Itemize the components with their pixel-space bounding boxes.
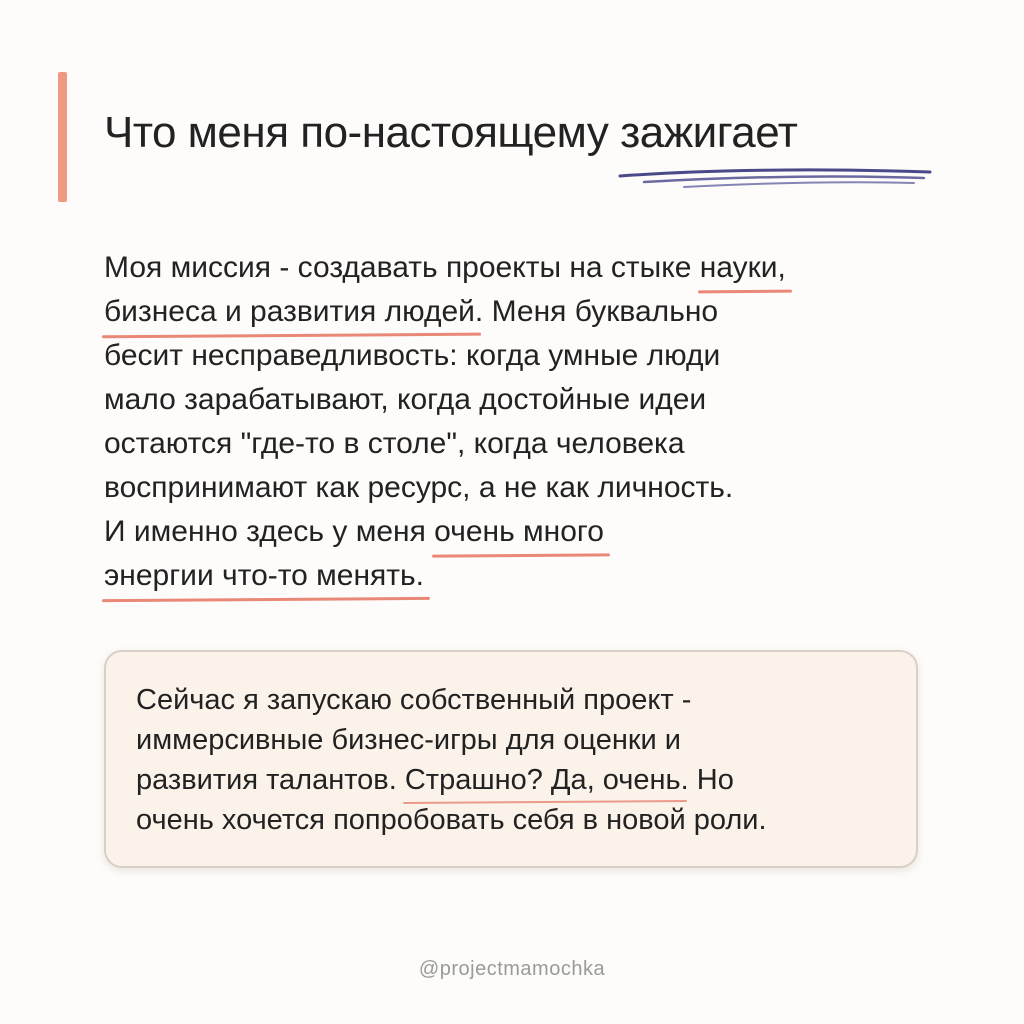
highlighted-text: бизнеса и развития людей [104, 290, 475, 334]
callout-text [136, 680, 767, 840]
text-run: очень хочется попробовать себя в новой роли. [136, 804, 767, 836]
highlighted-text: науки, [700, 246, 786, 290]
text-run: мало зарабатывают, когда достойные идеи [104, 383, 707, 416]
text-run: . Меня буквально [474, 295, 719, 328]
text-run: Моя миссия - создавать проекты на стыке [104, 251, 700, 284]
text-run: развития талантов. [136, 764, 405, 796]
highlighted-text: энергии что-то менять. [104, 554, 424, 598]
text-run: бесит несправедливость: когда умные люди [104, 339, 721, 372]
paragraph-line [104, 554, 924, 598]
highlighted-text: очень много [434, 510, 604, 554]
paragraph-line [104, 246, 924, 290]
paragraph-line [104, 334, 924, 378]
text-run: Сейчас я запускаю собственный проект - [136, 684, 692, 716]
callout-box [104, 650, 918, 868]
accent-bar [58, 72, 67, 202]
title-underline [614, 162, 934, 192]
callout-line [136, 680, 767, 720]
text-run: И именно здесь у меня [104, 515, 435, 548]
highlighted-text: Страшно? Да, очень [405, 760, 681, 800]
callout-line [136, 760, 767, 800]
paragraph-line [104, 378, 924, 422]
paragraph-line [104, 466, 924, 510]
text-run: воспринимают как ресурс, а не как личность. [104, 471, 734, 504]
text-run: иммерсивные бизнес-игры для оценки и [136, 724, 681, 756]
mission-paragraph [104, 246, 924, 598]
paragraph-line [104, 422, 924, 466]
callout-line [136, 800, 767, 840]
author-handle: @projectmamochka [418, 958, 606, 980]
paragraph-line [104, 510, 924, 554]
text-run: остаются "где-то в столе", когда человека [104, 427, 685, 460]
text-run: . Но [680, 764, 734, 796]
callout-line [136, 720, 767, 760]
paragraph-line [104, 290, 924, 334]
page-title: Что меня по-настоящему зажигает [104, 108, 798, 157]
